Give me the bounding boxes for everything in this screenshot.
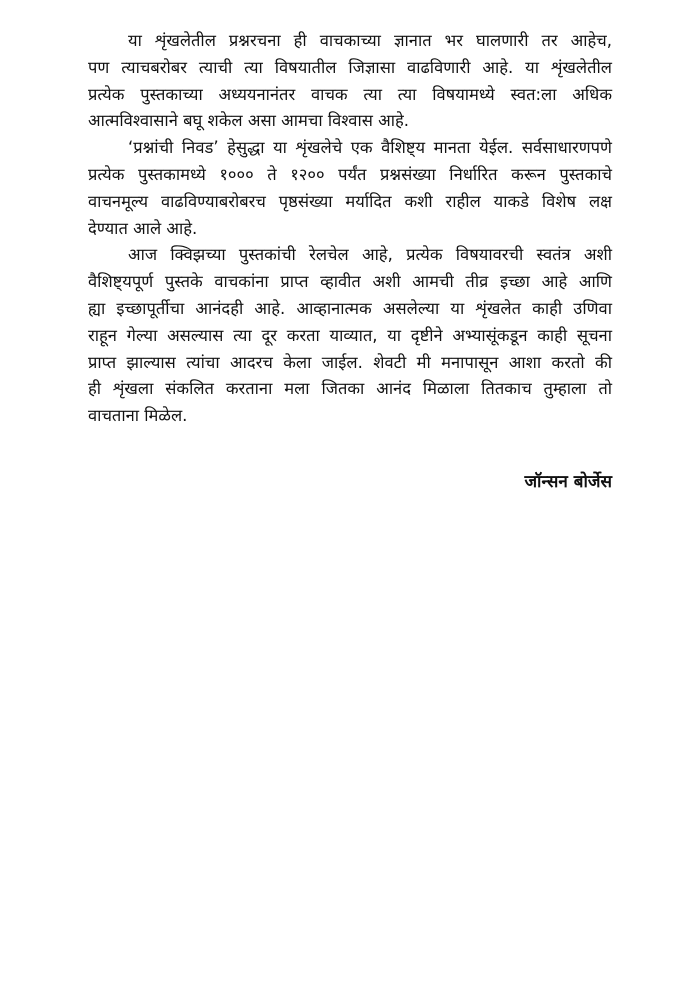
text-line: ही शृंखला संकलित करताना मला जितका आनंद मिळाला तितकाच तुम्हाला तो	[88, 379, 612, 399]
text-line: या शृंखलेतील प्रश्नरचना ही वाचकाच्या ज्ञानात भर घालणारी तर आहेच,	[128, 31, 612, 50]
text-line: ह्या इच्छापूर्तीचा आनंदही आहे. आव्हानात्मक असलेल्या या शृंखलेत काही उणिवा	[88, 298, 612, 318]
paragraph-1	[88, 28, 612, 135]
text-line: देण्यात आले आहे.	[88, 218, 198, 238]
text-line: वाचनमूल्य वाढविण्याबरोबरच पृष्ठसंख्या मर्यादित कशी राहील याकडे विशेष लक्ष	[88, 191, 612, 211]
text-line: वाचताना मिळेल.	[88, 406, 188, 426]
text-line: आत्मविश्वासाने बघू शकेल असा आमचा विश्वास आहे.	[88, 111, 410, 131]
text-line: पण त्याचबरोबर त्याची त्या विषयातील जिज्ञासा वाढविणारी आहे. या शृंखलेतील	[88, 57, 612, 77]
document-body	[88, 28, 612, 430]
paragraph-2	[88, 135, 612, 242]
text-line: आज क्विझच्या पुस्तकांची रेलचेल आहे, प्रत्येक विषयावरची स्वतंत्र अशी	[128, 245, 612, 265]
text-line: वैशिष्ट्यपूर्ण पुस्तके वाचकांना प्राप्त व्हावीत अशी आमची तीव्र इच्छा आहे आणि	[88, 272, 612, 292]
text-line: प्राप्त झाल्यास त्यांचा आदरच केला जाईल. शेवटी मी मनापासून आशा करतो की	[88, 352, 612, 372]
text-line: ‘प्रश्नांची निवड’ हेसुद्धा या शृंखलेचे एक वैशिष्ट्य मानता येईल. सर्वसाधारणपणे	[128, 138, 612, 158]
text-line: राहून गेल्या असल्यास त्या दूर करता याव्यात, या दृष्टीने अभ्यासूंकडून काही सूचना	[88, 325, 612, 345]
text-line: प्रत्येक पुस्तकाच्या अध्ययनानंतर वाचक त्या त्या विषयामध्ये स्वत:ला अधिक	[88, 84, 612, 104]
paragraph-3	[88, 242, 612, 430]
author-signature: जॉन्सन बोर्जेस	[524, 472, 612, 492]
text-line: प्रत्येक पुस्तकामध्ये १००० ते १२०० पर्यंत प्रश्नसंख्या निर्धारित करून पुस्तकाचे	[88, 164, 612, 184]
